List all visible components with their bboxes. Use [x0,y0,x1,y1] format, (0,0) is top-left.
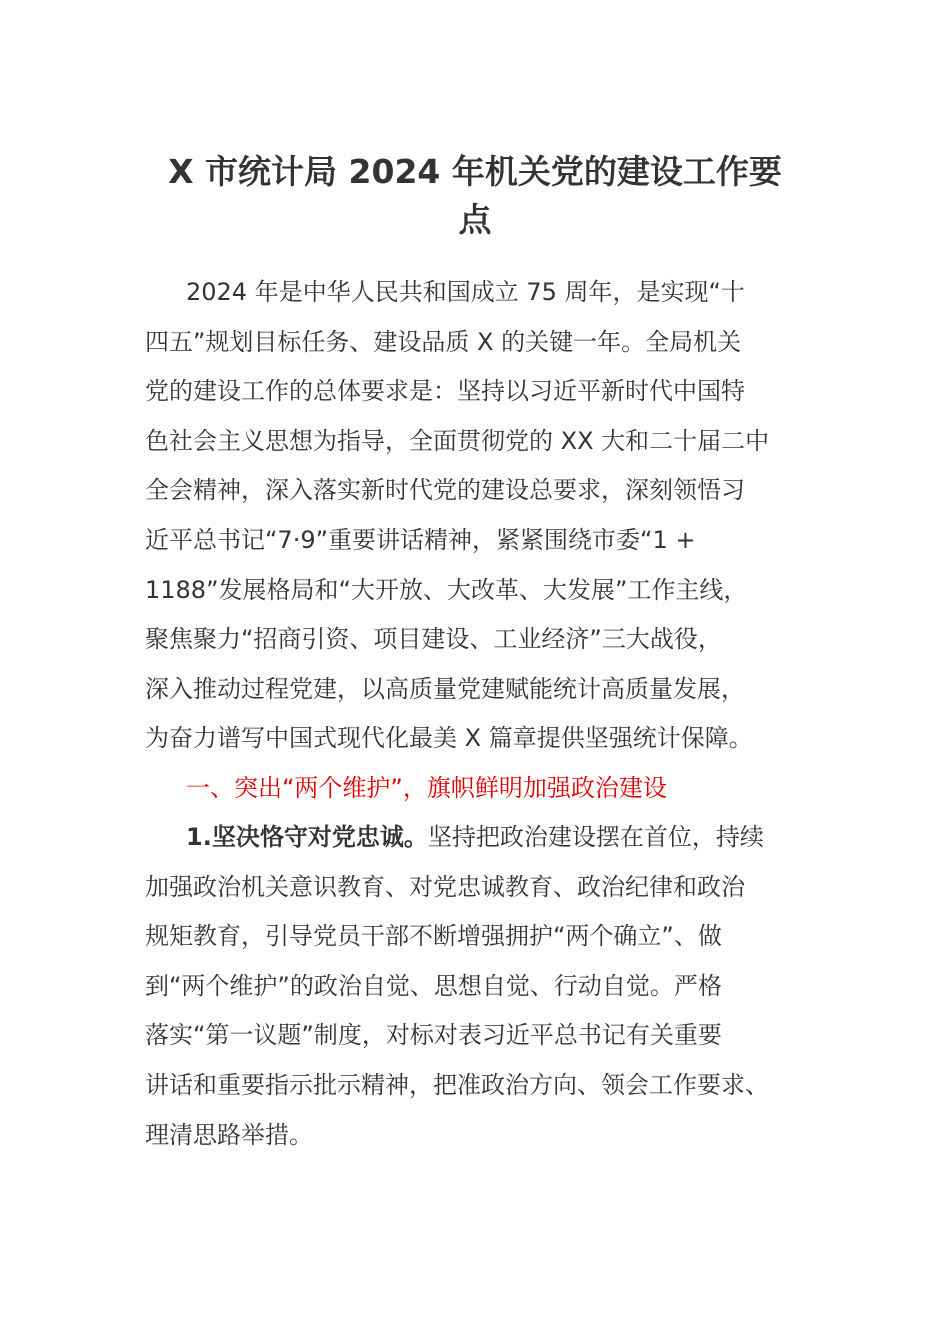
item-paragraph [145,813,810,1160]
paragraph-line: 为奋力谱写中国式现代化最美 X 篇章提供坚强统计保障。 [145,724,753,753]
paragraph-line [145,813,810,863]
section-heading: 一、突出“两个维护”，旗帜鲜明加强政治建设 [186,774,667,802]
item-first-line-text: 坚持把政治建设摆在首位，持续 [427,823,764,851]
paragraph-line: 聚焦聚力“招商引资、项目建设、工业经济”三大战役， [145,625,722,654]
paragraph-line: 规矩教育，引导党员干部不断增强拥护“两个确立”、做 [145,922,722,951]
paragraph-line: 加强政治机关意识教育、对党忠诚教育、政治纪律和政治 [145,872,745,901]
paragraph-line: 理清思路举措。 [145,1120,313,1149]
item-title: 1.坚决恪守对党忠诚。 [186,823,428,851]
paragraph-line: 1188”发展格局和“大开放、大改革、大发展”工作主线， [145,575,748,604]
paragraph-line: 2024 年是中华人民共和国成立 75 周年，是实现“十 [186,278,745,306]
title-line: 点 [458,200,492,239]
document-title [145,148,805,244]
title-line: X 市统计局 2024 年机关党的建设工作要 [168,152,782,191]
paragraph-line: 落实“第一议题”制度，对标对表习近平总书记有关重要 [145,1021,722,1050]
paragraph-line: 党的建设工作的总体要求是：坚持以习近平新时代中国特 [145,377,745,406]
paragraph-line: 讲话和重要指示批示精神，把准政治方向、领会工作要求、 [145,1070,769,1099]
paragraph-line: 近平总书记“7·9”重要讲话精神，紧紧围绕市委“1 + [145,525,696,554]
paragraph-line: 到“两个维护”的政治自觉、思想自觉、行动自觉。严格 [145,971,722,1000]
paragraph-line: 四五”规划目标任务、建设品质 X 的关键一年。全局机关 [145,327,742,356]
paragraph-line: 全会精神，深入落实新时代党的建设总要求，深刻领悟习 [145,476,745,505]
intro-paragraph [145,268,810,764]
paragraph-line: 深入推动过程党建，以高质量党建赋能统计高质量发展， [145,674,745,703]
paragraph-line: 色社会主义思想为指导，全面贯彻党的 XX 大和二十届二中 [145,426,770,455]
